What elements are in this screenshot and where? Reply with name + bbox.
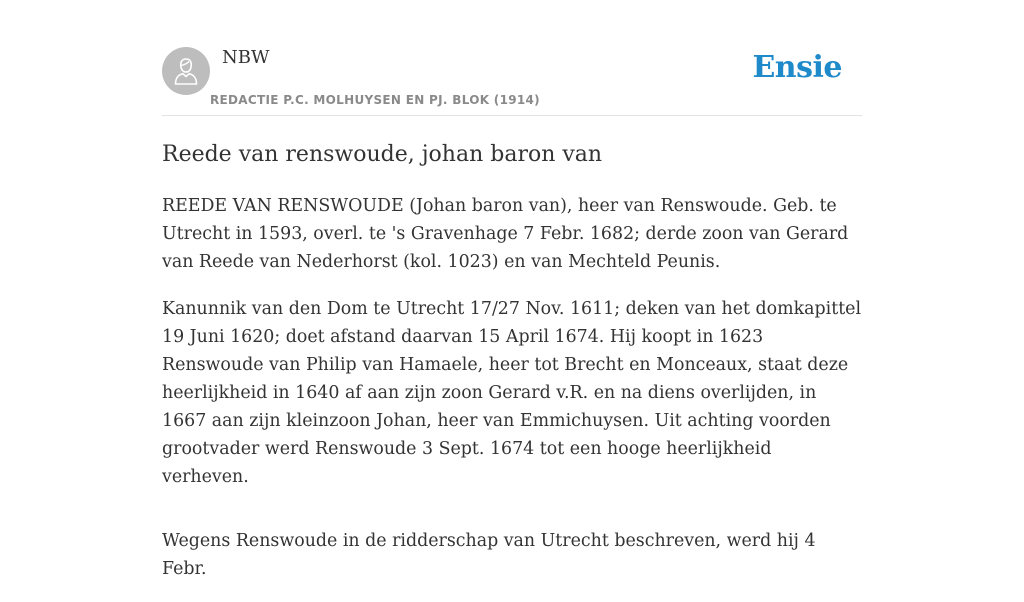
source-subtitle: REDACTIE P.C. MOLHUYSEN EN PJ. BLOK (1914) xyxy=(210,93,540,107)
ensie-logo[interactable]: Ensie xyxy=(752,50,842,85)
author-link[interactable]: NBW xyxy=(222,47,270,68)
paragraph: Wegens Renswoude in de ridderschap van Utrecht beschreven, werd hij 4 Febr. xyxy=(162,531,816,579)
avatar[interactable] xyxy=(162,47,210,95)
page-title: Reede van renswoude, johan baron van xyxy=(162,142,603,167)
header xyxy=(162,0,862,116)
paragraph: Kanunnik van den Dom te Utrecht 17/27 Nov. 1611; deken van het domkapittel 19 Juni 1620; doet afstand daarvan 15 April 1674. Hij koopt in 1623 Renswoude van Philip van Hamaele, heer tot Brecht en Monceaux, staat deze heerlijkheid in 1640 af aan zijn zoon Gerard v.R. en na diens overlijden, in 1667 aan zijn kleinzoon Johan, heer van Emmichuysen. Uit achting voorden grootvader werd Renswoude 3 Sept. 1674 tot een hooge heerlijkheid verheven. xyxy=(162,299,862,487)
user-icon xyxy=(174,57,198,85)
article-body xyxy=(162,192,862,602)
paragraph: REEDE VAN RENSWOUDE (Johan baron van), heer van Renswoude. Geb. te Utrecht in 1593, overl. te 's Gravenhage 7 Febr. 1682; derde zoon van Gerard van Reede van Nederhorst (kol. 1023) en van Mechteld Peunis. xyxy=(162,196,849,272)
